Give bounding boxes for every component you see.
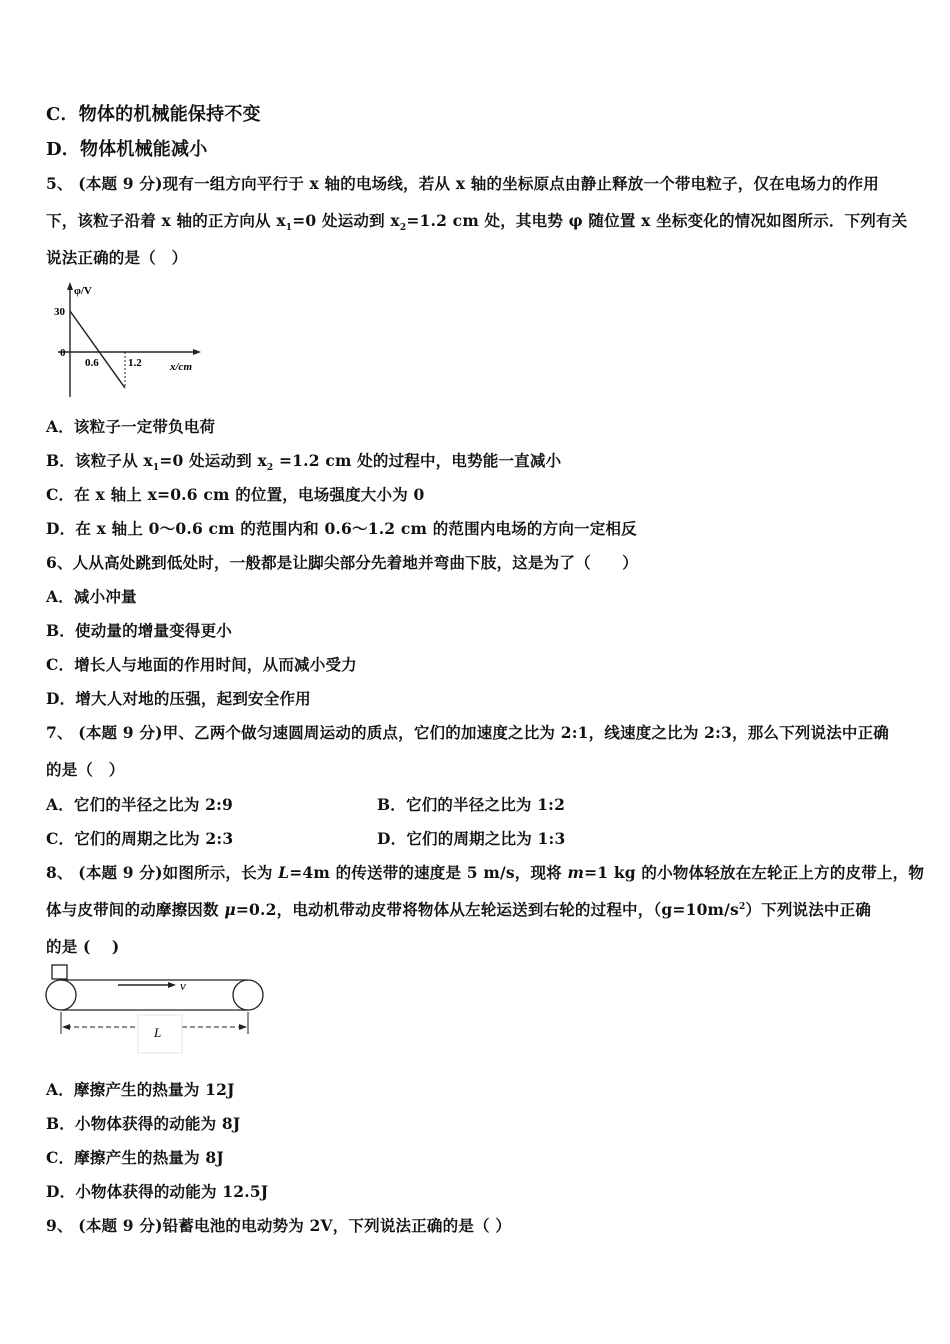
velocity-arrowhead [168,982,176,988]
q6-option-c: C．增长人与地面的作用时间，从而减小受力 [46,655,357,674]
q5-option-b: B．该粒子从 $x_1=0$ 处运动到 $x_2 =1.2$ cm 处的过程中，电势能一直减小 [46,451,562,474]
potential-graph [50,280,210,400]
y-tick-30: 30 [54,306,65,318]
x-tick-0.6: 0.6 [85,357,99,369]
y-axis-label: φ/V [74,285,92,297]
small-block [52,965,67,979]
length-arrow-right [239,1024,247,1030]
q7-option-a: A．它们的半径之比为 2:9 [46,795,234,814]
q5-option-a: A．该粒子一定带负电荷 [46,417,216,436]
q5-stem-line3: 说法正确的是（ ） [46,248,188,267]
q8-option-b: B．小物体获得的动能为 8J [46,1114,241,1133]
q8-option-a: A．摩擦产生的热量为 12J [46,1080,235,1099]
x-axis-arrow [193,349,201,355]
right-wheel [233,980,263,1010]
q4-option-c: C．物体的机械能保持不变 [46,104,261,125]
q8-option-d: D．小物体获得的动能为 12.5J [46,1182,269,1201]
q8-stem-line2: 体与皮带间的动摩擦因数 μ=0.2，电动机带动皮带将物体从左轮运送到右轮的过程中，$(g=10m/s^2)$下列说法中正确 [46,900,872,919]
q4-option-d: D．物体机械能减小 [46,139,208,160]
x-tick-1.2: 1.2 [128,357,142,369]
q7-option-c: C．它们的周期之比为 2:3 [46,829,234,848]
q5-option-c: C．在 x 轴上 x=0.6 cm 的位置，电场强度大小为 0 [46,485,425,504]
q5-stem-line2: 下，该粒子沿着 x 轴的正方向从 $x_1=0$ 处运动到 $x_2=1.2$ cm 处，其电势 φ 随位置 x 坐标变化的情况如图所示．下列有关 [46,211,908,234]
q8-stem-line3: 的是 ( ) [46,937,120,956]
q7-stem-line1: 7、 (本题 9 分)甲、乙两个做匀速圆周运动的质点，它们的加速度之比为 2:1，线速度之比为 2:3，那么下列说法中正确 [46,723,890,742]
q7-option-b: B．它们的半径之比为 1:2 [377,795,566,814]
conveyor-belt-figure [40,962,272,1057]
q8-stem-line1: 8、 (本题 9 分)如图所示，长为 L=4m 的传送带的速度是 5 m/s，现将 m=1 kg 的小物体轻放在左轮正上方的皮带上，物 [46,863,925,882]
x-axis-label: x/cm [170,361,192,373]
q5-stem-line1: 5、 (本题 9 分)现有一组方向平行于 x 轴的电场线，若从 x 轴的坐标原点由静止释放一个带电粒子，仅在电场力的作用 [46,174,879,193]
velocity-label: v [180,978,186,993]
left-wheel [46,980,76,1010]
q5-option-d: D．在 x 轴上 0～0.6 cm 的范围内和 0.6～1.2 cm 的范围内电场的方向一定相反 [46,519,637,538]
length-arrow-left [62,1024,70,1030]
q9-stem: 9、 (本题 9 分)铅蓄电池的电动势为 2V，下列说法正确的是（ ） [46,1216,512,1235]
origin-label: 0 [60,347,66,359]
potential-line [70,311,125,388]
y-axis-arrow [67,282,73,290]
q7-stem-line2: 的是（ ） [46,760,125,779]
q6-option-d: D．增大人对地的压强，起到安全作用 [46,689,311,708]
q6-option-b: B．使动量的增量变得更小 [46,621,233,640]
q6-stem: 6、人从高处跳到低处时，一般都是让脚尖部分先着地并弯曲下肢，这是为了（ ） [46,553,638,572]
q7-option-d: D．它们的周期之比为 1:3 [377,829,566,848]
q8-option-c: C．摩擦产生的热量为 8J [46,1148,224,1167]
length-label: L [154,1025,162,1040]
q6-option-a: A．减小冲量 [46,587,137,606]
